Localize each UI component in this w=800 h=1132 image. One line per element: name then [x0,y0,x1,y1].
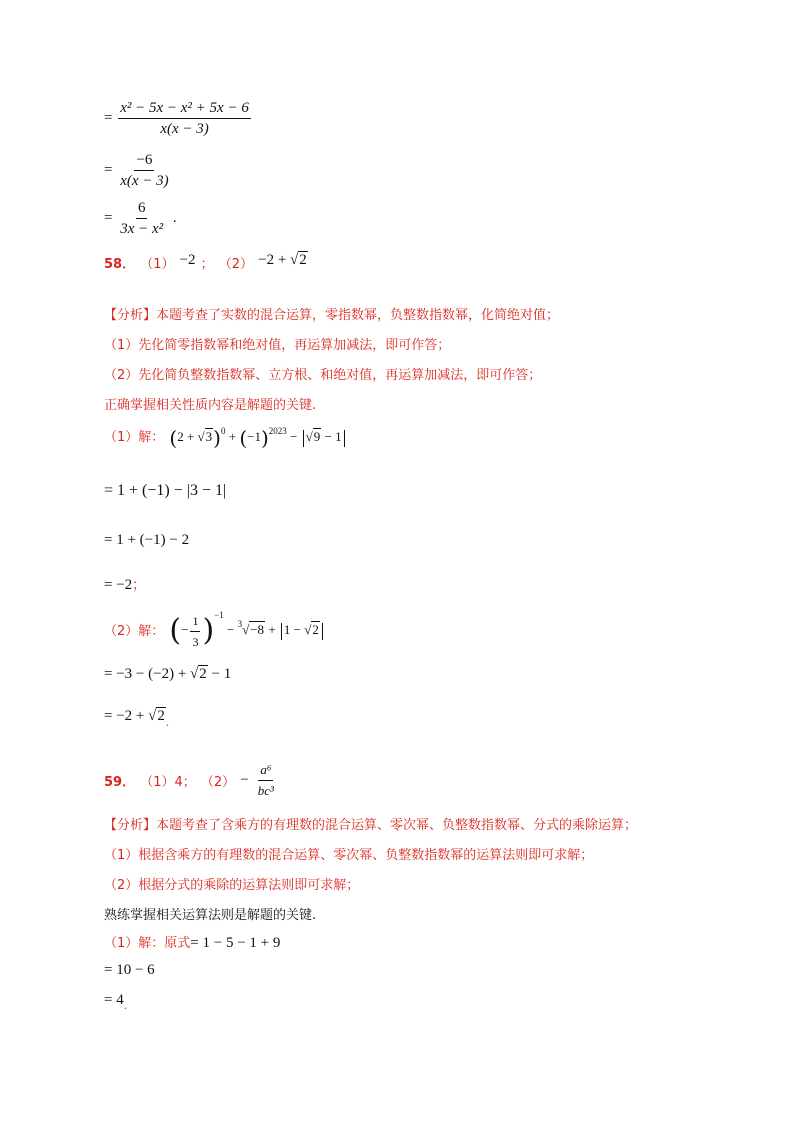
q59-analysis [104,814,637,833]
sqrt-radicand: 2 [157,708,165,724]
exponent: −1 [214,610,224,620]
q58-analysis [104,304,559,323]
solution-1-step-1: = 1 + (−1) − |3 − 1| [104,482,227,499]
separator: ； [200,257,214,272]
denominator: bc³ [257,783,274,798]
solution-1-step-3 [104,574,145,594]
answer-1: −2 [179,252,196,268]
period: . [172,209,177,226]
solution-1-expression: $(2 + √3)^0 + (-1)^{2023} - √9 - 1$ [169,429,346,444]
fraction [190,613,200,650]
paren: ( [169,613,182,649]
paren: ( [169,426,178,451]
exponent: 0 [220,426,226,436]
expr-part: + [225,429,240,444]
question-number: 58． [104,257,136,272]
step-text: = 4 [104,992,124,1008]
q58-solution-2 [104,610,325,650]
solution-1-step-2: = 1 + (−1) − 2 [104,532,190,548]
expr-part: 2 + [177,429,198,444]
sqrt-radicand: 9 [313,429,321,444]
paren: ) [213,426,221,451]
step-text: = −3 − (−2) + [104,666,191,682]
solution-2-step-2: = −2 + √2. [104,708,170,729]
paren: ( [239,426,248,451]
part-label: （1）4； [140,775,196,790]
solution-1-step-2 [104,992,127,1013]
numerator: a⁶ [258,762,273,781]
fraction [118,152,170,189]
q59-solution-1 [104,932,280,952]
hint-2: （2）先化简负整数指数幂、立方根、和绝对值，再运算加减法，即可作答； [104,368,542,383]
sqrt-radicand: 2 [199,666,207,682]
numerator: 1 [190,613,200,632]
expr-part: 1 − [283,622,305,637]
sqrt-radicand: 3 [205,429,213,444]
neg-sign: − [240,772,249,788]
part-label: （2） [200,775,236,790]
expr-part: − [286,429,301,444]
analysis-tag: 【分析】 [104,818,157,833]
analysis-text: 本题考查了实数的混合运算，零指数幂，负整数指数幂，化简绝对值； [156,308,560,323]
fraction-step-2 [104,152,173,189]
equals-sign: = [104,161,113,178]
hint-2: （2）根据分式的乘除的运算法则即可求解； [104,878,360,893]
summary: 熟练掌握相关运算法则是解题的关键. [104,908,317,923]
expr-part: −1 [247,429,261,444]
neg-sign: − [181,622,189,637]
answer-2: −2 + √2 [258,252,307,268]
denominator: x(x − 3) [120,173,169,189]
denominator: x(x − 3) [160,121,209,137]
solution-label: （1）解：原式 [104,936,191,951]
hint-1: （1）根据含乘方的有理数的混合运算、零次幂、负整数指数幂的运算法则即可求解； [104,848,594,863]
step-text: − 1 [207,666,232,682]
denominator: 3 [192,634,199,649]
part-label: （1） [140,257,175,272]
abs-bar [281,623,282,640]
answer-2-prefix: −2 + [258,252,291,268]
hint-1: （1）先化简零指数幂和绝对值，再运算加减法，即可作答； [104,338,451,353]
cbrt-radicand: −8 [250,622,265,637]
fraction-step-1 [104,100,253,137]
q59-answer-line [104,762,278,799]
step-text: = −2 [104,577,133,593]
paren: ) [260,426,269,451]
fraction [118,200,165,237]
denominator: 3x − x² [120,221,164,237]
solution-1-step-1: = 10 − 6 [104,962,155,978]
paren: ) [202,613,215,649]
numerator: 6 [136,200,148,219]
exponent: 2023 [268,426,287,436]
expression: = 1 − 5 − 1 + 9 [190,935,281,951]
abs-bar [322,623,323,640]
part-label: （2） [218,257,254,272]
summary: 正确掌握相关性质内容是解题的关键. [104,398,317,413]
punctuation: . [165,714,170,729]
root-index: 3 [237,619,243,629]
fraction [256,762,276,799]
fraction-step-3 [104,200,177,237]
analysis-tag: 【分析】 [104,308,157,323]
punctuation: . [123,997,127,1012]
equals-sign: = [104,109,113,126]
step-text: = −2 + [104,708,149,724]
solution-label: （1）解： [104,430,165,445]
q58-answer-line [104,252,308,272]
numerator: −6 [134,152,154,171]
abs-bar [303,430,304,447]
solution-label: （2）解： [104,624,165,639]
punctuation: ； [132,577,146,592]
solution-2-expression: (− $\frac{1}{3}$ )$^{-1}$ − $^3$√−8 + 1 − √2 [169,622,325,637]
numerator: x² − 5x − x² + 5x − 6 [118,100,251,119]
sqrt-radicand: 2 [299,252,307,268]
equals-sign: = [104,209,113,226]
analysis-text: 本题考查了含乘方的有理数的混合运算、零次幂、负整数指数幂、分式的乘除运算； [156,818,638,833]
solution-2-step-1: = −3 − (−2) + √2 − 1 [104,666,232,682]
expr-part: − 1 [321,429,342,444]
fraction [118,100,251,137]
sqrt-radicand: 2 [312,622,319,637]
abs-bar [344,430,345,447]
question-number: 59． [104,775,136,790]
q58-solution-1 [104,426,347,450]
